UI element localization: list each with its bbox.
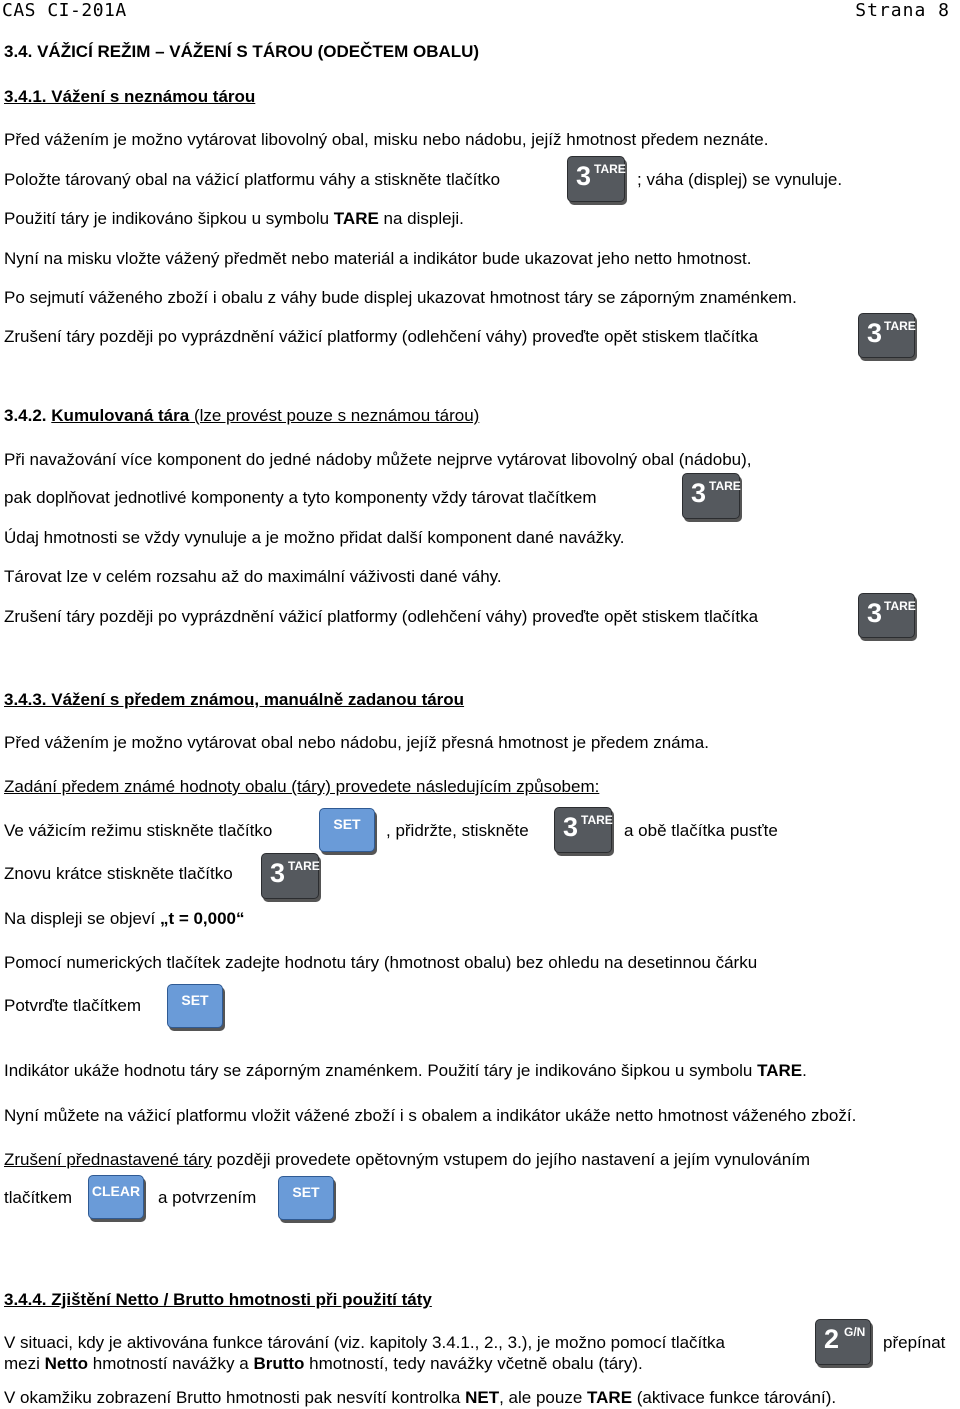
s343-paragraph-2: Zadání předem známé hodnoty obalu (táry) provedete následujícím způsobem: xyxy=(4,777,600,796)
s342-heading-bold: Kumulovaná tára xyxy=(51,406,190,425)
s343-paragraph-1: Před vážením je možno vytárovat obal nebo nádobu, jejíž přesná hmotnost je předem známa. xyxy=(4,733,709,752)
clear-key-button xyxy=(88,1175,144,1219)
s342-paragraph-4: Tárovat lze v celém rozsahu až do maximální váživosti dané váhy. xyxy=(4,567,502,586)
tare-key-label: TARE xyxy=(581,813,613,827)
tare-key-number: 3 xyxy=(867,598,883,628)
s343-p5-text: Na displeji se objeví xyxy=(4,909,156,928)
s341-paragraph-5: Po sejmutí váženého zboží i obalu z váhy bude displej ukazovat hmotnost táry se záporným znaménkem. xyxy=(4,288,797,307)
gn-key-number: 2 xyxy=(824,1324,840,1354)
s343-paragraph-3c: a obě tlačítka pusťte xyxy=(624,821,778,840)
set-key-button xyxy=(167,984,223,1028)
s343-paragraph-8 xyxy=(4,1061,807,1081)
s343-paragraph-5 xyxy=(4,909,245,929)
tare-indicator-text: TARE xyxy=(587,1388,633,1407)
s343-paragraph-10 xyxy=(4,1150,810,1170)
tare-symbol-text: TARE xyxy=(333,209,379,228)
s344-p3-text2: , ale pouze xyxy=(499,1388,588,1407)
s341-paragraph-2b: ; váha (displej) se vynuluje. xyxy=(637,170,843,189)
header-model: CAS CI-201A xyxy=(2,0,127,21)
s342-heading xyxy=(51,406,479,425)
s341-p3-end: na displeji. xyxy=(383,209,464,228)
clear-key-label: CLEAR xyxy=(91,1183,141,1199)
tare-key-label: TARE xyxy=(594,162,626,176)
section-title: 3.4. VÁŽICÍ REŽIM – VÁŽENÍ S TÁROU (ODEČTEM OBALU) xyxy=(4,42,480,61)
set-key-button xyxy=(319,808,375,852)
s344-paragraph-1b: přepínat xyxy=(883,1333,946,1352)
s344-p2-text1: mezi xyxy=(4,1354,45,1373)
subsection-343-title: 3.4.3. Vážení s předem známou, manuálně zadanou tárou xyxy=(4,690,465,709)
tare-key-number: 3 xyxy=(691,478,707,508)
s341-paragraph-6: Zrušení táry později po vyprázdnění vážicí platformy (odlehčení váhy) proveďte opět stiskem tlačítka xyxy=(4,327,759,346)
s343-paragraph-7: Potvrďte tlačítkem xyxy=(4,996,142,1015)
tare-key-number: 3 xyxy=(576,161,592,191)
tare-key-number: 3 xyxy=(563,812,579,842)
s342-paragraph-2: pak doplňovat jednotlivé komponenty a tyto komponenty vždy tárovat tlačítkem xyxy=(4,488,597,507)
s343-paragraph-9: Nyní můžete na vážicí platformu vložit vážené zboží i s obalem a indikátor ukáže netto hmotnost váženého zboží. xyxy=(4,1106,857,1125)
s343-p10-underlined: Zrušení přednastavené táry xyxy=(4,1150,212,1169)
s341-paragraph-4: Nyní na misku vložte vážený předmět nebo materiál a indikátor bude ukazovat jeho netto hmotnost. xyxy=(4,249,752,268)
subsection-342-title xyxy=(4,406,479,426)
tare-key-label: TARE xyxy=(288,859,320,873)
s344-p2-text2: hmotností navážky a xyxy=(88,1354,254,1373)
s343-p10-rest: později provedete opětovným vstupem do jejího nastavení a jejím vynulováním xyxy=(211,1150,811,1169)
s343-paragraph-3b: , přidržte, stiskněte xyxy=(386,821,529,840)
subsection-341-title: 3.4.1. Vážení s neznámou tárou xyxy=(4,87,256,106)
s342-number: 3.4.2. xyxy=(4,406,47,425)
tare-key-label: TARE xyxy=(884,319,916,333)
brutto-text: Brutto xyxy=(253,1354,305,1373)
net-indicator-text: NET xyxy=(465,1388,500,1407)
s341-paragraph-1: Před vážením je možno vytárovat libovolný obal, misku nebo nádobu, jejíž hmotnost předem neznáte. xyxy=(4,130,769,149)
gn-key-button xyxy=(815,1319,871,1365)
s344-paragraph-3 xyxy=(4,1388,836,1408)
s341-p3-text: Použití táry je indikováno šipkou u symbolu xyxy=(4,209,330,228)
s343-paragraph-11b: a potvrzením xyxy=(158,1188,257,1207)
gn-key-label: G/N xyxy=(844,1325,866,1339)
netto-text: Netto xyxy=(44,1354,89,1373)
tare-key-button xyxy=(261,853,319,899)
s343-paragraph-3a: Ve vážicím režimu stiskněte tlačítko xyxy=(4,821,273,840)
tare-key-button xyxy=(858,593,915,638)
subsection-344-title: 3.4.4. Zjištění Netto / Brutto hmotnosti při použití táty xyxy=(4,1290,432,1309)
set-key-label: SET xyxy=(181,992,209,1008)
s343-paragraph-11a: tlačítkem xyxy=(4,1188,73,1207)
s342-paragraph-1: Při navažování více komponent do jedné nádoby můžete nejprve vytárovat libovolný obal (nádobu), xyxy=(4,450,752,469)
s341-paragraph-3 xyxy=(4,209,464,229)
tare-key-button xyxy=(858,313,915,358)
s341-paragraph-2a: Položte tárovaný obal na vážicí platformu váhy a stiskněte tlačítko xyxy=(4,170,501,189)
set-key-button xyxy=(278,1176,334,1220)
tare-key-number: 3 xyxy=(270,858,286,888)
s342-paragraph-5: Zrušení táry později po vyprázdnění vážicí platformy (odlehčení váhy) proveďte opět stiskem tlačítka xyxy=(4,607,759,626)
tare-key-label: TARE xyxy=(884,599,916,613)
tare-key-number: 3 xyxy=(867,318,883,348)
tare-symbol-text: TARE xyxy=(757,1061,803,1080)
set-key-label: SET xyxy=(292,1184,320,1200)
s343-p8-text: Indikátor ukáže hodnotu táry se záporným znaménkem. Použití táry je indikováno šipkou u symbolu xyxy=(4,1061,753,1080)
s343-p8-end: . xyxy=(802,1061,807,1080)
s344-p2-text3: hmotností, tedy navážky včetně obalu (táry). xyxy=(304,1354,643,1373)
s344-paragraph-2 xyxy=(4,1354,643,1374)
tare-key-button xyxy=(567,156,625,202)
display-value-text: „t = 0,000“ xyxy=(159,909,245,928)
header-page-number: Strana 8 xyxy=(855,0,950,21)
s344-paragraph-1a: V situaci, kdy je aktivována funkce tárování (viz. kapitoly 3.4.1., 2., 3.), je možno pomocí tlačítka xyxy=(4,1333,725,1352)
tare-key-button xyxy=(554,807,612,853)
s342-paragraph-3: Údaj hmotnosti se vždy vynuluje a je možno přidat další komponent dané navážky. xyxy=(4,528,625,547)
tare-key-label: TARE xyxy=(709,479,741,493)
s344-p3-text3: (aktivace funkce tárování). xyxy=(632,1388,837,1407)
s343-paragraph-4: Znovu krátce stiskněte tlačítko xyxy=(4,864,233,883)
tare-key-button xyxy=(682,473,740,519)
s342-heading-rest: (lze provést pouze s neznámou tárou) xyxy=(189,406,480,425)
s344-p3-text1: V okamžiku zobrazení Brutto hmotnosti pak nesvítí kontrolka xyxy=(4,1388,466,1407)
s343-paragraph-6: Pomocí numerických tlačítek zadejte hodnotu táry (hmotnost obalu) bez ohledu na desetinnou čárku xyxy=(4,953,758,972)
set-key-label: SET xyxy=(333,816,361,832)
